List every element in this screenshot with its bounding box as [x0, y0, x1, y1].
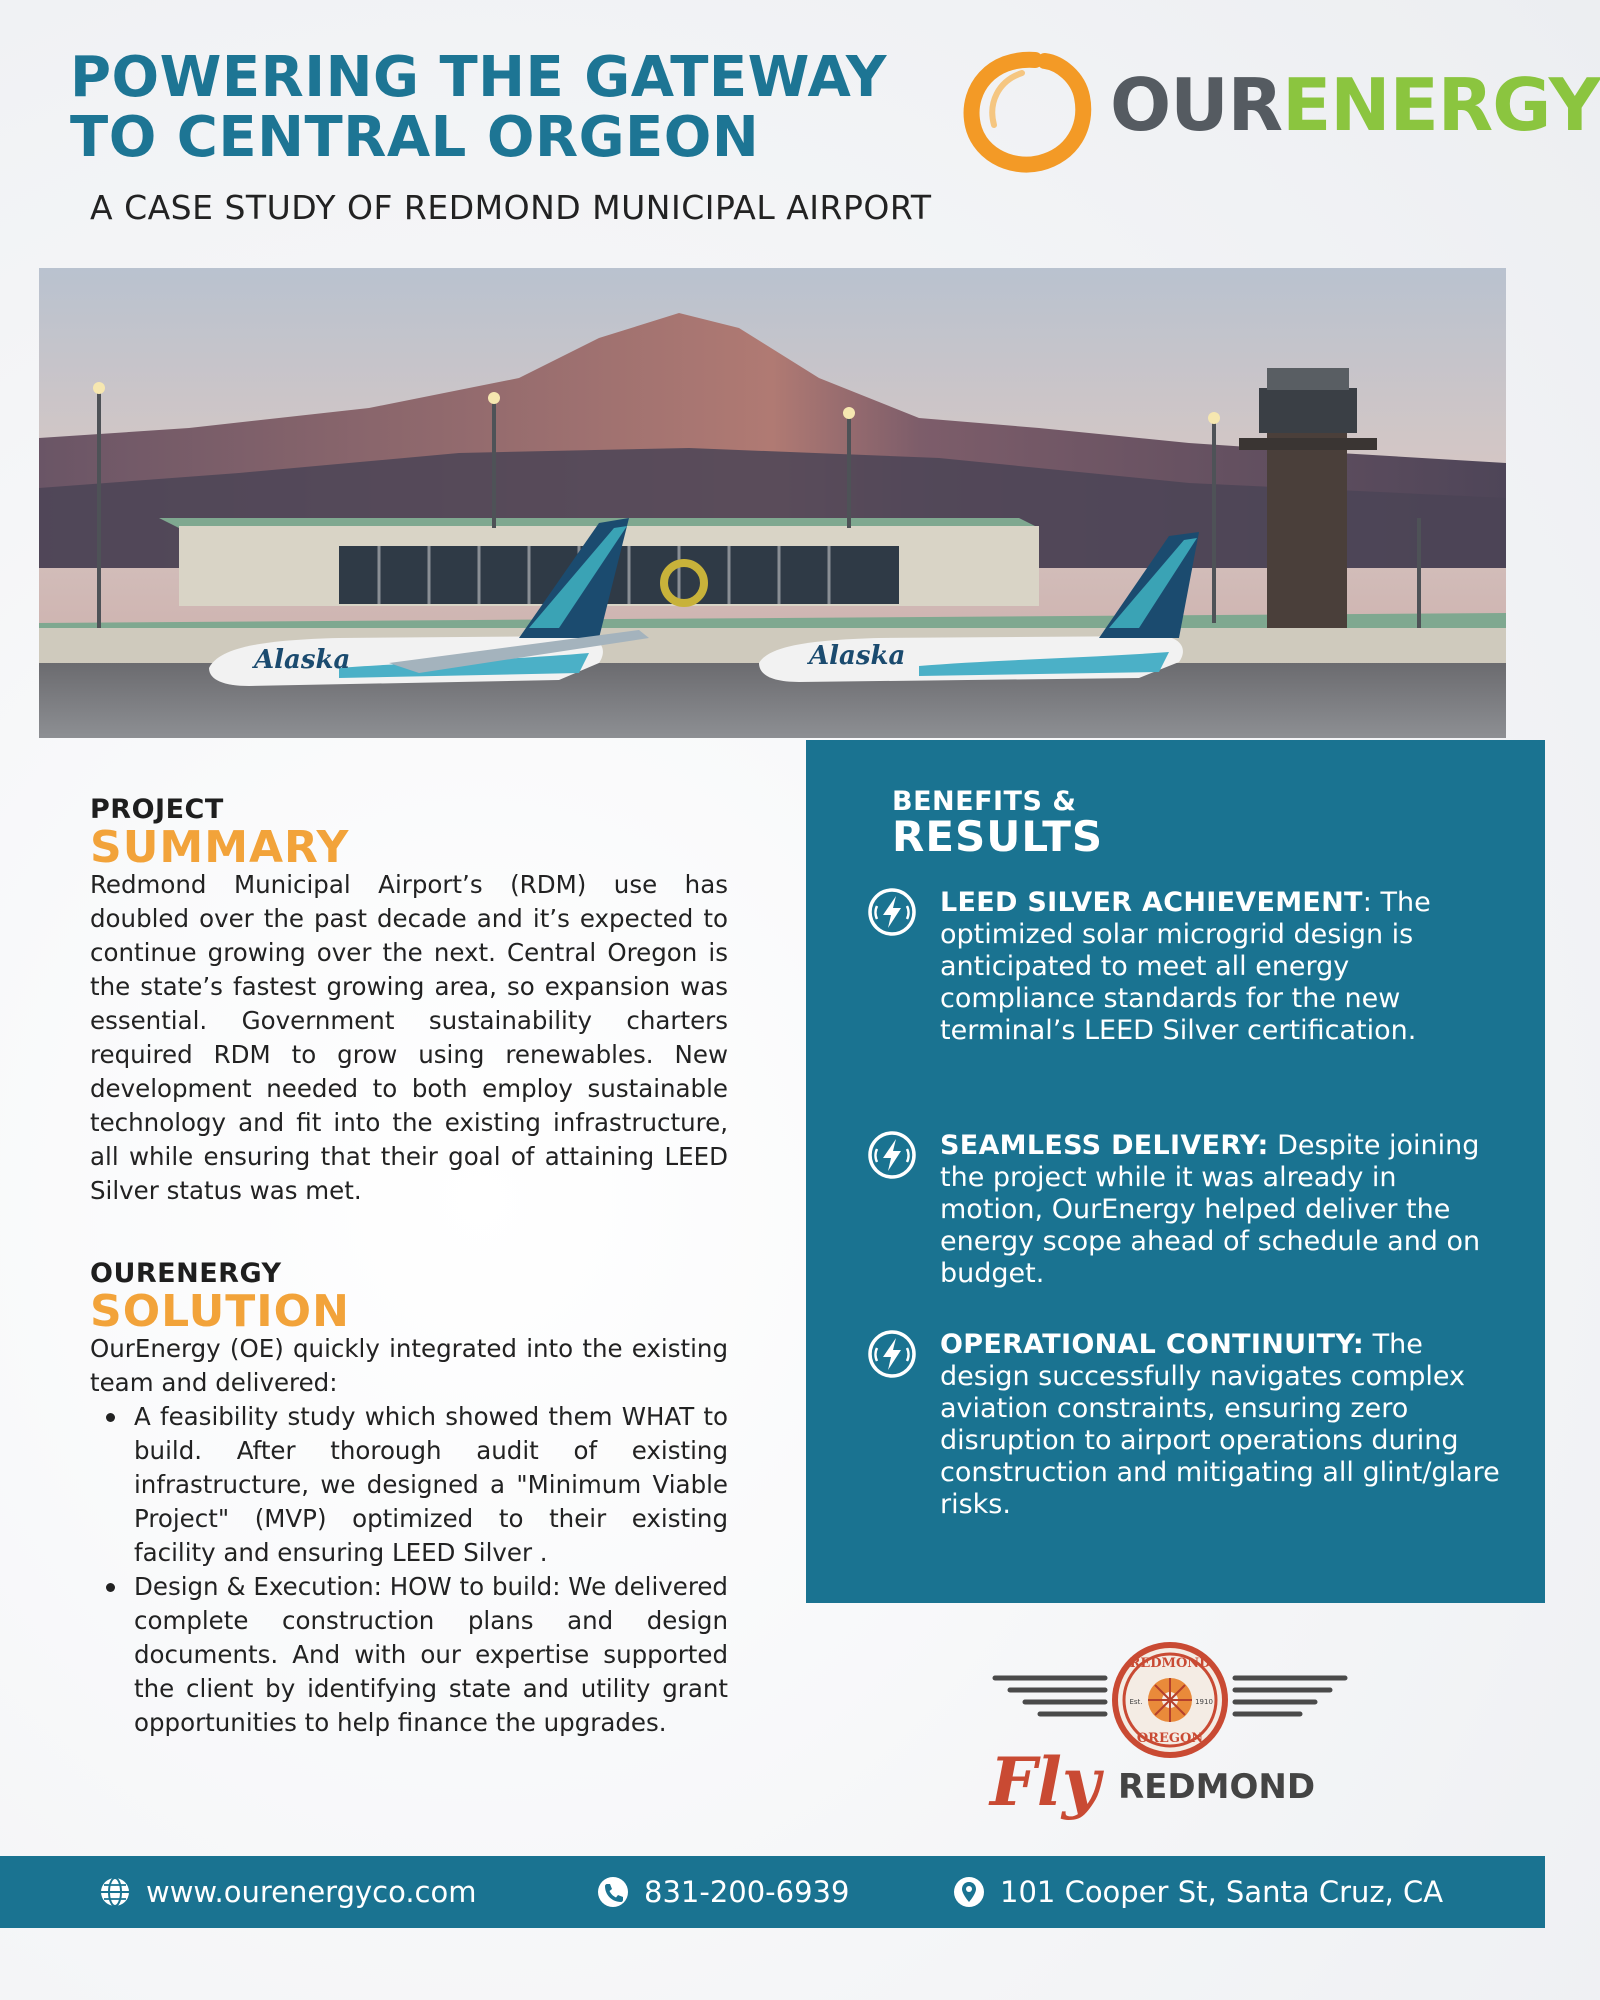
footer-website[interactable] — [98, 1856, 477, 1928]
globe-icon — [98, 1875, 132, 1909]
footer-phone-text: 831-200-6939 — [644, 1875, 850, 1909]
airport-hero-image — [39, 268, 1506, 738]
seal-year-text: 1910 — [1195, 1698, 1213, 1706]
lightning-bolt-icon — [866, 1328, 918, 1380]
solution-bullet-design: Design & Execution: HOW to build: We delivered complete construction plans and design documents. And with our expertise supported the client by identifying state and utility grant opportunities to help finance the upgrades. — [134, 1570, 728, 1740]
seal-bottom-text: OREGON — [1136, 1731, 1204, 1746]
subtitle: A CASE STUDY OF REDMOND MUNICIPAL AIRPORT — [90, 188, 932, 227]
summary-heading: SUMMARY — [90, 822, 350, 873]
phone-icon — [596, 1875, 630, 1909]
solution-heading: SOLUTION — [90, 1286, 350, 1337]
summary-body: Redmond Municipal Airport’s (RDM) use has doubled over the past decade and it’s expected to continue growing over the next. Central Oregon is the state’s fastest growing area, so expansion was essential. Government sustainability charters required RDM to grow using renewables. New development needed to both employ sustainable technology and fit into the existing infrastructure, all while ensuring that their goal of attaining LEED Silver status was met. — [90, 870, 728, 1205]
footer-address[interactable] — [952, 1856, 1443, 1928]
location-pin-icon — [952, 1875, 986, 1909]
page-title — [70, 45, 970, 170]
footer-website-text: www.ourenergyco.com — [146, 1875, 477, 1909]
solution-bullet-feasibility: A feasibility study which showed them WHAT to build. After thorough audit of existing infrastructure, we designed a "Minimum Viable Project" (MVP) optimized to their existing facility and ensuring LEED Silver . — [134, 1400, 728, 1570]
benefit-title-delivery: SEAMLESS DELIVERY: — [940, 1130, 1269, 1161]
seal-top-text: REDMOND — [1129, 1656, 1211, 1671]
fly-redmond-logo — [990, 1640, 1350, 1820]
benefit-sep-leed: : — [1362, 887, 1372, 918]
summary-kicker: PROJECT — [90, 794, 224, 825]
benefit-text-continuity: The design successfully navigates complex aviation constraints, ensuring zero disruption to airport operations during construction and mitigating all glint/glare risks. — [940, 1329, 1500, 1520]
solution-kicker: OURENERGY — [90, 1258, 282, 1289]
benefit-title-continuity: OPERATIONAL CONTINUITY: — [940, 1329, 1365, 1360]
lightning-bolt-icon — [866, 1129, 918, 1181]
logo-our: OUR — [1110, 63, 1283, 147]
benefits-kicker: BENEFITS & — [892, 786, 1077, 817]
logo-energy: ENERGY — [1282, 63, 1600, 147]
redmond-text: REDMOND — [1118, 1767, 1316, 1807]
benefit-title-leed: LEED SILVER ACHIEVEMENT — [940, 887, 1363, 918]
plane-livery-right: Alaska — [809, 641, 906, 671]
benefit-item-delivery — [940, 1130, 1500, 1290]
ourenergy-logo — [1110, 62, 1600, 148]
footer-address-text: 101 Cooper St, Santa Cruz, CA — [1000, 1875, 1444, 1909]
title-line-2: TO CENTRAL ORGEON — [70, 105, 760, 170]
solution-list — [90, 1400, 728, 1740]
lightning-bolt-icon — [866, 886, 918, 938]
fly-text: Fly — [990, 1743, 1101, 1821]
footer-phone[interactable] — [596, 1856, 849, 1928]
benefit-item-leed — [940, 887, 1500, 1047]
seal-est-text: Est. — [1129, 1698, 1143, 1706]
benefit-text-leed: The optimized solar microgrid design is anticipated to meet all energy compliance standards for the new terminal’s LEED Silver certification. — [940, 887, 1431, 1046]
benefit-text-delivery: Despite joining the project while it was already in motion, OurEnergy helped deliver the energy scope ahead of schedule and on budget. — [940, 1130, 1481, 1289]
plane-livery-left: Alaska — [254, 645, 351, 675]
title-line-1: POWERING THE GATEWAY — [70, 45, 887, 110]
benefit-item-continuity — [940, 1329, 1500, 1521]
benefits-heading: RESULTS — [892, 812, 1104, 861]
solution-intro: OurEnergy (OE) quickly integrated into the existing team and delivered: — [90, 1334, 728, 1397]
